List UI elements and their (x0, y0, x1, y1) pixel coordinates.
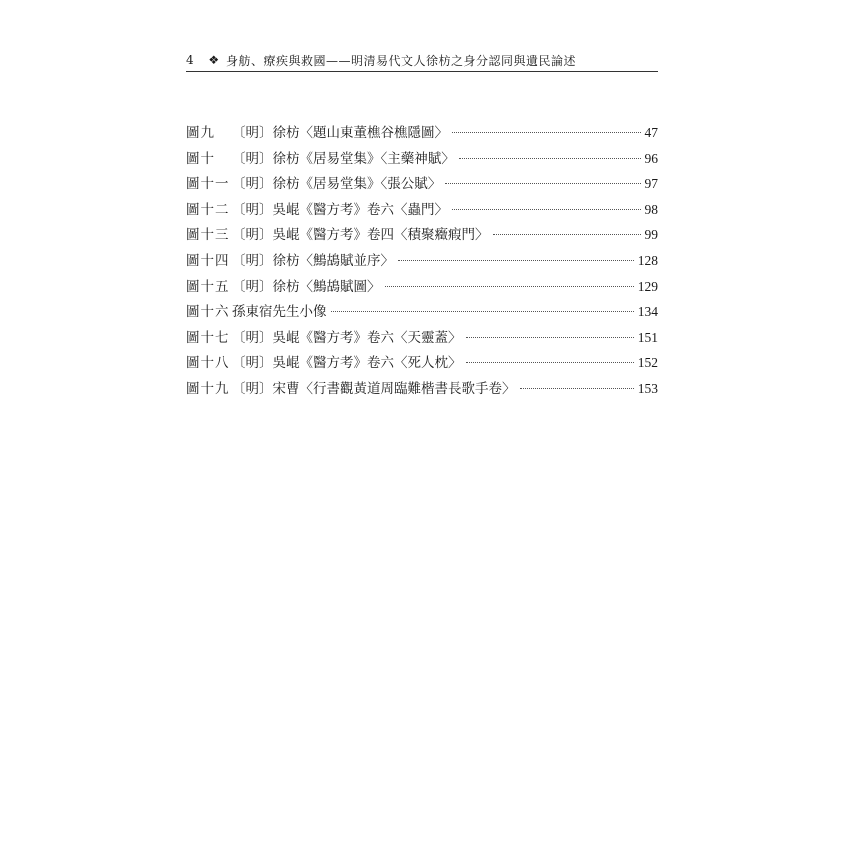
dot-leader (445, 183, 640, 184)
figure-page-number: 97 (644, 176, 658, 192)
figure-entry-18[interactable] (186, 351, 658, 377)
figure-page-number: 153 (637, 380, 658, 396)
figure-entry-16[interactable] (186, 300, 658, 326)
figure-page-number: 128 (637, 252, 658, 268)
figure-title: 〔明〕徐枋《居易堂集》〈張公賦〉 (232, 176, 442, 193)
dot-leader (520, 388, 634, 389)
figure-label: 圖十八 (186, 355, 230, 372)
figure-title: 〔明〕徐枋《居易堂集》〈主藥神賦〉 (232, 150, 455, 167)
dot-leader (452, 209, 641, 210)
dot-leader (493, 234, 641, 235)
figure-title: 〔明〕徐枋〈題山東董樵谷樵隱圖〉 (232, 125, 448, 141)
figure-title: 孫東宿先生小像 (232, 304, 327, 321)
figure-page-number: 134 (637, 304, 658, 320)
list-of-figures (186, 121, 658, 403)
figure-page-number: 99 (644, 227, 658, 243)
figure-label: 圖十二 (186, 201, 230, 218)
page-number: 4 (186, 53, 195, 67)
figure-entry-17[interactable] (186, 326, 658, 352)
dot-leader (452, 132, 641, 133)
figure-page-number: 96 (644, 150, 658, 166)
figure-page-number: 47 (644, 125, 658, 140)
book-title: 身舫、療疾與救國——明清易代文人徐枋之身分認同與遺民論述 (226, 53, 577, 68)
running-header (186, 50, 658, 70)
figure-label: 圖十七 (186, 329, 230, 346)
figure-label: 圖十六 (186, 304, 230, 321)
figure-entry-11[interactable] (186, 172, 658, 198)
figure-page-number: 98 (644, 201, 658, 217)
figure-title: 〔明〕宋曹〈行書觀黃道周臨難楷書長歌手卷〉 (232, 380, 516, 397)
dot-leader (466, 362, 634, 363)
dot-leader (331, 311, 634, 312)
figure-entry-13[interactable] (186, 223, 658, 249)
figure-label: 圖十九 (186, 380, 230, 397)
dot-leader (398, 260, 634, 261)
figure-title: 〔明〕吳崐《醫方考》卷六〈天靈蓋〉 (232, 329, 462, 346)
figure-title: 〔明〕吳崐《醫方考》卷六〈蟲門〉 (232, 201, 448, 218)
figure-label: 圖十五 (186, 278, 230, 295)
dot-leader (466, 337, 634, 338)
figure-entry-10[interactable] (186, 147, 658, 173)
figure-page-number: 152 (637, 355, 658, 371)
figure-entry-14[interactable] (186, 249, 658, 275)
figure-label: 圖十四 (186, 252, 230, 269)
figure-entry-19[interactable] (186, 377, 658, 403)
dot-leader (385, 286, 634, 287)
header-rule (186, 71, 658, 72)
figure-page-number: 129 (637, 278, 658, 294)
figure-label: 圖十 (186, 150, 215, 167)
figure-title: 〔明〕吳崐《醫方考》卷四〈積聚癥瘕門〉 (232, 227, 489, 244)
figure-entry-9[interactable] (186, 121, 658, 147)
figure-label: 圖十一 (186, 176, 230, 193)
diamond-fleuron-icon: ❖ (208, 53, 220, 67)
figure-label: 圖九 (186, 125, 215, 141)
figure-label: 圖十三 (186, 227, 230, 244)
figure-title: 〔明〕徐枋〈鷦鴣賦圖〉 (232, 278, 381, 295)
figure-page-number: 151 (637, 329, 658, 345)
figure-title: 〔明〕徐枋〈鷦鴣賦並序〉 (232, 252, 394, 269)
figure-entry-15[interactable] (186, 275, 658, 301)
figure-title: 〔明〕吳崐《醫方考》卷六〈死人枕〉 (232, 355, 462, 372)
figure-entry-12[interactable] (186, 198, 658, 224)
dot-leader (459, 158, 641, 159)
